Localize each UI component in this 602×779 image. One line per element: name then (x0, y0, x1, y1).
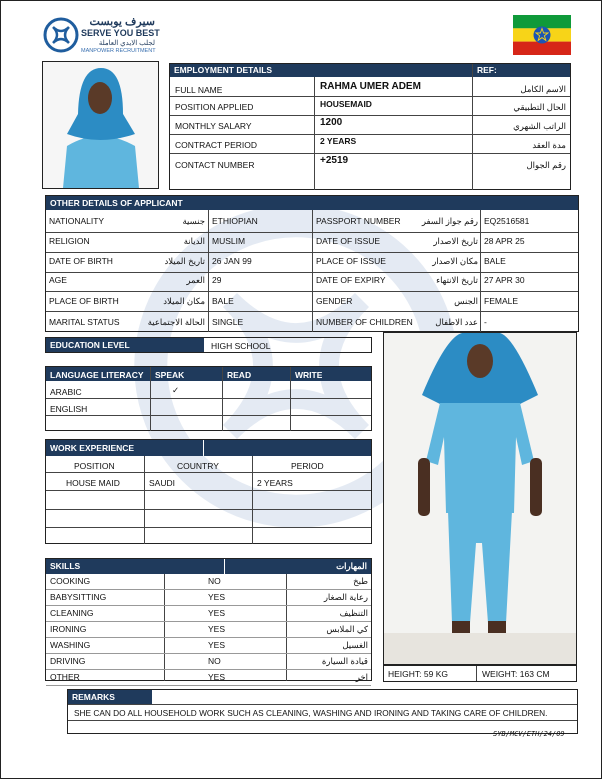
work-header-fill (204, 440, 371, 456)
other-label-2: DATE OF ISSUE (316, 236, 381, 246)
label-salary: MONTHLY SALARY (175, 121, 252, 131)
remarks-text: SHE CAN DO ALL HOUSEHOLD WORK SUCH AS CLEANING, WASHING AND IRONING AND TAKING CARE OF CHILDREN. (74, 708, 548, 718)
skill-row-divider (46, 669, 371, 670)
skill-value: YES (208, 608, 226, 618)
other-value: ETHIOPIAN (212, 216, 258, 226)
work-col-position: POSITION (74, 461, 115, 471)
skill-value: NO (208, 576, 221, 586)
skill-value: NO (208, 656, 221, 666)
footer-code: SYB/MCV/ETH/24/09 (493, 730, 565, 738)
ar-salary: الراتب الشهري (513, 121, 566, 131)
other-label-2: PLACE OF ISSUE (316, 256, 386, 266)
employment-header: EMPLOYMENT DETAILS (170, 64, 472, 77)
skills-header-ar: المهارات (225, 559, 371, 574)
other-label: PLACE OF BIRTH (49, 296, 119, 306)
ar-contact: رقم الجوال (526, 160, 566, 170)
ar-position: الحال التطبيقي (513, 102, 566, 112)
work-col-period: PERIOD (291, 461, 324, 471)
headshot-portrait (43, 62, 158, 188)
other-label-2-ar: الجنس (454, 296, 478, 306)
other-label: RELIGION (49, 236, 90, 246)
work-position: HOUSE MAID (66, 478, 120, 488)
skill-value: YES (208, 592, 226, 602)
other-details-header: OTHER DETAILS OF APPLICANT (46, 196, 578, 210)
other-value: SINGLE (212, 317, 244, 327)
language-col-read: READ (227, 370, 252, 380)
height-label: HEIGHT: 59 KG (388, 669, 448, 679)
other-label-ar: الديانة (183, 236, 205, 246)
education-box (45, 337, 372, 353)
other-value-2: - (484, 317, 487, 327)
other-value-2: EQ2516581 (484, 216, 530, 226)
label-contact: CONTACT NUMBER (175, 160, 255, 170)
other-value-2: BALE (484, 256, 506, 266)
other-label-ar: جنسية (182, 216, 205, 226)
work-col-country: COUNTRY (177, 461, 219, 471)
value-salary: 1200 (320, 117, 343, 128)
other-label-2-ar: تاريخ الاصدار (433, 236, 478, 246)
skill-name-ar: رعاية الصغار (323, 592, 368, 602)
label-full-name: FULL NAME (175, 85, 223, 95)
other-label: AGE (49, 275, 67, 285)
skill-row-divider (46, 685, 371, 686)
company-logo (43, 15, 163, 57)
skill-row-divider (46, 653, 371, 654)
language-col-write: WRITE (295, 370, 323, 380)
skill-row-divider (46, 589, 371, 590)
work-experience-header: WORK EXPERIENCE (46, 440, 203, 456)
other-label-2: DATE OF EXPIRY (316, 275, 386, 285)
work-experience-table (45, 439, 372, 544)
value-contract: 2 YEARS (320, 136, 357, 146)
label-position: POSITION APPLIED (175, 102, 254, 112)
remarks-header: REMARKS (68, 690, 152, 704)
ar-contract: مدة العقد (532, 140, 566, 150)
skills-header: SKILLS (46, 559, 224, 574)
skill-name-ar: طبخ (353, 576, 368, 586)
value-position: HOUSEMAID (320, 99, 372, 109)
employment-details-box (169, 63, 571, 190)
other-label-2-ar: عدد الاطفال (435, 317, 478, 327)
other-label: DATE OF BIRTH (49, 256, 113, 266)
other-label-2: NUMBER OF CHILDREN (316, 317, 413, 327)
skill-row-divider (46, 637, 371, 638)
other-label-ar: تاريخ الميلاد (164, 256, 205, 266)
logo-sub: MANPOWER RECRUITMENT (81, 48, 156, 54)
other-value: 26 JAN 99 (212, 256, 252, 266)
skill-name-ar: قيادة السيارة (321, 656, 368, 666)
skill-name: WASHING (50, 640, 91, 650)
logo-arabic-sub: لجلب الايدي العاملة (98, 40, 155, 47)
other-label-2: PASSPORT NUMBER (316, 216, 401, 226)
skill-name: COOKING (50, 576, 91, 586)
weight-label: WEIGHT: 163 CM (482, 669, 550, 679)
measurements-box (383, 665, 577, 682)
skill-name: DRIVING (50, 656, 86, 666)
language-col-literacy: LANGUAGE LITERACY (50, 370, 144, 380)
other-label: NATIONALITY (49, 216, 105, 226)
skill-value: YES (208, 640, 226, 650)
other-label-2-ar: تاريخ الانتهاء (436, 275, 478, 285)
skill-value: YES (208, 624, 226, 634)
skill-name-ar: الغسيل (342, 640, 368, 650)
other-label-ar: العمر (186, 275, 205, 285)
other-label-2-ar: رقم جواز السفر (421, 216, 478, 226)
ethiopia-flag-icon (513, 15, 571, 55)
skill-value: YES (208, 672, 226, 682)
ar-full-name: الاسم الكامل (520, 84, 566, 94)
other-label-2-ar: مكان الاصدار (432, 256, 478, 266)
language-arabic-speak-check: ✓ (172, 386, 180, 396)
language-english: ENGLISH (50, 404, 88, 414)
other-value: 29 (212, 275, 222, 285)
other-value-2: 27 APR 30 (484, 275, 525, 285)
value-contact: +2519 (320, 155, 349, 166)
skill-name-ar: اخر (355, 672, 368, 682)
education-value: HIGH SCHOOL (211, 341, 271, 351)
full-body-portrait (384, 333, 576, 664)
other-label: MARITAL STATUS (49, 317, 120, 327)
skill-name: OTHER (50, 672, 80, 682)
headshot-photo (42, 61, 159, 189)
other-label-2: GENDER (316, 296, 353, 306)
other-label-ar: مكان الميلاد (163, 296, 205, 306)
skill-name: BABYSITTING (50, 592, 107, 602)
language-col-speak: SPEAK (155, 370, 185, 380)
work-country: SAUDI (149, 478, 175, 488)
other-label-ar: الحالة الاجتماعية (147, 317, 205, 327)
ref-label: REF: (473, 64, 570, 77)
remarks-box (67, 689, 578, 734)
skill-row-divider (46, 605, 371, 606)
language-arabic: ARABIC (50, 387, 82, 397)
full-body-photo (383, 332, 577, 665)
logo-arabic: سيرف يوبست (89, 16, 155, 28)
label-contract: CONTRACT PERIOD (175, 140, 258, 150)
logo-icon (43, 17, 79, 53)
skill-name: CLEANING (50, 608, 94, 618)
skill-row-divider (46, 621, 371, 622)
other-value: MUSLIM (212, 236, 246, 246)
skill-name: IRONING (50, 624, 87, 634)
logo-name: SERVE YOU BEST (81, 28, 160, 38)
work-period: 2 YEARS (257, 478, 293, 488)
value-full-name: RAHMA UMER ADEM (320, 81, 421, 92)
other-value: BALE (212, 296, 234, 306)
other-value-2: FEMALE (484, 296, 519, 306)
skill-name-ar: كي الملابس (326, 624, 368, 634)
other-value-2: 28 APR 25 (484, 236, 525, 246)
skill-name-ar: التنظيف (339, 608, 368, 618)
education-label: EDUCATION LEVEL (46, 338, 204, 352)
language-table (45, 366, 372, 431)
